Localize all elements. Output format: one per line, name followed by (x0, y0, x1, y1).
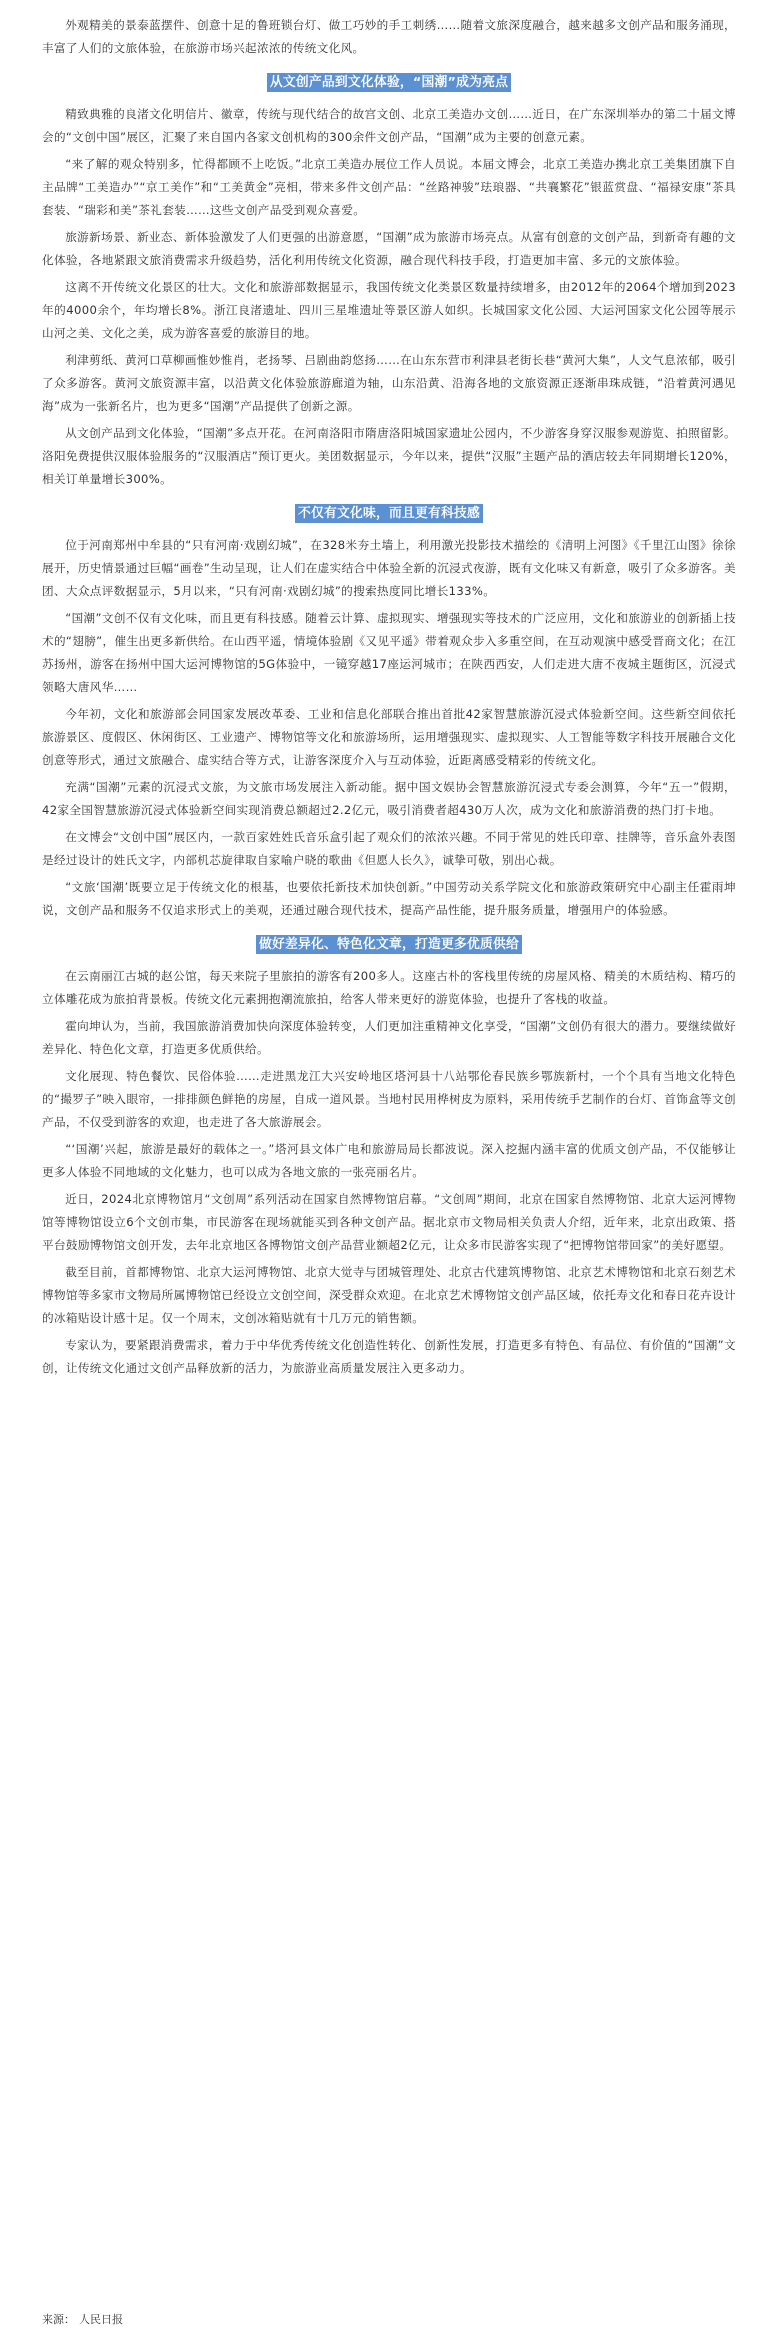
article-section (42, 502, 736, 922)
section-heading-wrap (42, 502, 736, 523)
paragraph: 充满“国潮”元素的沉浸式文旅，为文旅市场发展注入新动能。据中国文娱协会智慧旅游沉浸式专委会测算，今年“五一”假期，42家全国智慧旅游沉浸式体验新空间实现消费总额超过2.2亿元，吸引消费者超430万人次，成为文化和旅游消费的热门打卡地。 (42, 780, 736, 817)
paragraph: “来了解的观众特别多，忙得都顾不上吃饭。”北京工美造办展位工作人员说。本届文博会，北京工美造办携北京工美集团旗下自主品牌“工美造办”“京工美作”和“工美黄金”亮相，带来多件文创产品：“丝路神骏”珐琅器、“共襄繁花”银蓝赏盘、“福禄安康”茶具套装、“瑞彩和美”茶礼套装……这些文创产品受到观众喜爱。 (42, 157, 736, 217)
paragraph: 在云南丽江古城的赵公馆，每天来院子里旅拍的游客有200多人。这座古朴的客栈里传统的房屋风格、精美的木质结构、精巧的立体雕花成为旅拍背景板。传统文化元素拥抱潮流旅拍，给客人带来更好的游览体验，也提升了客栈的收益。 (42, 969, 736, 1006)
paragraph: “国潮”文创不仅有文化味，而且更有科技感。随着云计算、虚拟现实、增强现实等技术的广泛应用，文化和旅游业的创新插上技术的“翅膀”，催生出更多新供给。在山西平遥，情境体验剧《又见平遥》带着观众步入多重空间，在互动观演中感受晋商文化；在江苏扬州，游客在扬州中国大运河博物馆的5G体验中，一镜穿越17座运河城市；在陕西西安，人们走进大唐不夜城主题街区，沉浸式领略大唐风华…… (42, 611, 736, 694)
article-section (42, 933, 736, 1380)
paragraph: 这离不开传统文化景区的壮大。文化和旅游部数据显示，我国传统文化类景区数量持续增多，由2012年的2064个增加到2023年的4000余个，年均增长8%。浙江良渚遗址、四川三星堆遗址等景区游人如织。长城国家文化公园、大运河国家文化公园等展示山河之美、文化之美，成为游客喜爱的旅游目的地。 (42, 280, 736, 340)
paragraph: 外观精美的景泰蓝摆件、创意十足的鲁班锁台灯、做工巧妙的手工刺绣……随着文旅深度融合，越来越多文创产品和服务涌现，丰富了人们的文旅体验，在旅游市场兴起浓浓的传统文化风。 (42, 18, 736, 55)
paragraph: 在文博会“文创中国”展区内，一款百家姓姓氏音乐盒引起了观众们的浓浓兴趣。不同于常见的姓氏印章、挂牌等，音乐盒外表图是经过设计的姓氏文字，内部机芯旋律取自家喻户晓的歌曲《但愿人长久》，诚挚可敬，别出心裁。 (42, 830, 736, 867)
paragraph: 从文创产品到文化体验，“国潮”多点开花。在河南洛阳市隋唐洛阳城国家遗址公园内，不少游客身穿汉服参观游览、拍照留影。洛阳免费提供汉服体验服务的“汉服酒店”预订更火。美团数据显示，今年以来，提供“汉服”主题产品的酒店较去年同期增长120%，相关订单量增长300%。 (42, 426, 736, 486)
paragraph: “文旅‘国潮’既要立足于传统文化的根基，也要依托新技术加快创新。”中国劳动关系学院文化和旅游政策研究中心副主任霍雨坤说，文创产品和服务不仅追求形式上的美观，还通过融合现代技术，提高产品性能，提升服务质量，增强用户的体验感。 (42, 880, 736, 917)
section-heading-wrap (42, 933, 736, 954)
paragraph: “‘国潮’兴起，旅游是最好的载体之一。”塔河县文体广电和旅游局局长都波说。深入挖掘内涵丰富的优质文创产品，不仅能够让更多人体验不同地域的文化魅力，也可以成为各地文旅的一张亮丽名片。 (42, 1142, 736, 1179)
source-line (42, 2312, 123, 2328)
section-heading: 做好差异化、特色化文章，打造更多优质供给 (256, 935, 522, 954)
paragraph: 截至目前，首都博物馆、北京大运河博物馆、北京大觉寺与团城管理处、北京古代建筑博物馆、北京艺术博物馆和北京石刻艺术博物馆等多家市文物局所属博物馆已经设立文创空间，深受群众欢迎。在北京艺术博物馆文创产品区域，依托寿文化和春日花卉设计的冰箱贴设计感十足。仅一个周末，文创冰箱贴就有十几万元的销售额。 (42, 1265, 736, 1325)
paragraph: 近日，2024北京博物馆月“文创周”系列活动在国家自然博物馆启幕。“文创周”期间，北京在国家自然博物馆、北京大运河博物馆等博物馆设立6个文创市集，市民游客在现场就能买到各种文创产品。据北京市文物局相关负责人介绍，近年来，北京出政策、搭平台鼓励博物馆文创开发，去年北京地区各博物馆文创产品营业额超2亿元，让众多市民游客实现了“把博物馆带回家”的美好愿望。 (42, 1192, 736, 1252)
section-heading: 从文创产品到文化体验，“国潮”成为亮点 (267, 73, 511, 92)
source-label: 来源： (42, 2313, 75, 2326)
paragraph: 旅游新场景、新业态、新体验激发了人们更强的出游意愿，“国潮”成为旅游市场亮点。从富有创意的文创产品，到新奇有趣的文化体验，各地紧跟文旅消费需求升级趋势，活化利用传统文化资源，融合现代科技手段，打造更加丰富、多元的文旅体验。 (42, 230, 736, 267)
paragraph: 今年初，文化和旅游部会同国家发展改革委、工业和信息化部联合推出首批42家智慧旅游沉浸式体验新空间。这些新空间依托旅游景区、度假区、休闲街区、工业遗产、博物馆等文化和旅游场所，运用增强现实、虚拟现实、人工智能等数字科技开展融合文化创意等形式，通过文旅融合、虚实结合等方式，让游客深度介入与互动体验，近距离感受精彩的传统文化。 (42, 707, 736, 767)
section-heading: 不仅有文化味，而且更有科技感 (295, 504, 483, 523)
paragraph: 霍向坤认为，当前，我国旅游消费加快向深度体验转变，人们更加注重精神文化享受，“国潮”文创仍有很大的潜力。要继续做好差异化、特色化文章，打造更多优质供给。 (42, 1019, 736, 1056)
section-heading-wrap (42, 71, 736, 92)
paragraph: 文化展现、特色餐饮、民俗体验……走进黑龙江大兴安岭地区塔河县十八站鄂伦春民族乡鄂族新村，一个个具有当地文化特色的“撮罗子”映入眼帘，一排排颜色鲜艳的房屋，自成一道风景。当地村民用桦树皮为原料，采用传统手艺制作的台灯、首饰盒等文创产品，不仅受到游客的欢迎，也走进了各大旅游展会。 (42, 1069, 736, 1129)
paragraph: 位于河南郑州中牟县的“只有河南·戏剧幻城”，在328米夯土墙上，利用激光投影技术描绘的《清明上河图》《千里江山图》徐徐展开，历史情景通过巨幅“画卷”生动呈现，让人们在虚实结合中体验全新的沉浸式夜游，既有文化味又有新意，吸引了众多游客。美团、大众点评数据显示，5月以来，“只有河南·戏剧幻城”的搜索热度同比增长133%。 (42, 538, 736, 598)
paragraph: 利津剪纸、黄河口草柳画惟妙惟肖，老扬琴、吕剧曲韵悠扬……在山东东营市利津县老街长巷“黄河大集”，人文气息浓郁，吸引了众多游客。黄河文旅资源丰富，以沿黄文化体验旅游廊道为轴，山东沿黄、沿海各地的文旅资源正逐渐串珠成链，“沿着黄河遇见海”成为一张新名片，也为更多“国潮”产品提供了创新之源。 (42, 353, 736, 413)
paragraph: 专家认为，要紧跟消费需求，着力于中华优秀传统文化创造性转化、创新性发展，打造更多有特色、有品位、有价值的“国潮”文创，让传统文化通过文创产品释放新的活力，为旅游业高质量发展注入更多动力。 (42, 1338, 736, 1375)
paragraph: 精致典雅的良渚文化明信片、徽章，传统与现代结合的故宫文创、北京工美造办文创……近日，在广东深圳举办的第二十届文博会的“文创中国”展区，汇聚了来自国内各家文创机构的300余件文创产品，“国潮”成为主要的创意元素。 (42, 107, 736, 144)
article-body (42, 14, 736, 1380)
article-section (42, 71, 736, 491)
source-value: 人民日报 (79, 2313, 123, 2326)
article-section (42, 14, 736, 60)
